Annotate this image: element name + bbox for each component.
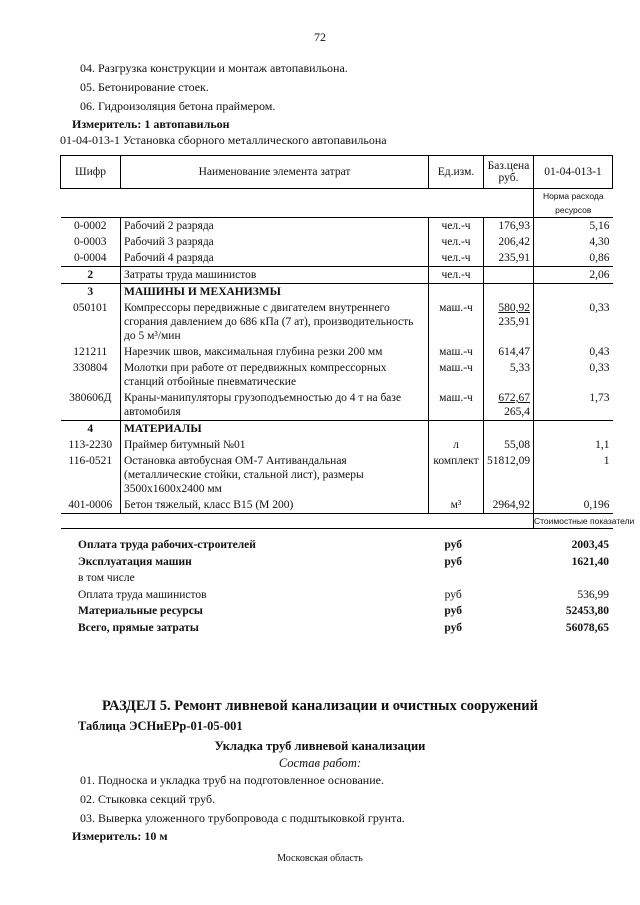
totals-unit: руб	[444, 621, 462, 634]
totals-row	[60, 603, 612, 620]
cell-name: Рабочий 3 разряда	[121, 234, 429, 250]
cell-unit: м³	[429, 497, 484, 514]
totals-value: 56078,65	[565, 621, 609, 634]
cell-norm: 1	[603, 455, 610, 467]
cell-name: Рабочий 2 разряда	[121, 218, 429, 235]
price-value: 176,93	[498, 220, 530, 232]
cost-note: Стоимостные показатели	[534, 514, 613, 529]
sub-title: Укладка труб ливневой канализации	[214, 739, 426, 753]
cell-name: Рабочий 4 разряда	[121, 250, 429, 267]
header-unit: Ед.изм.	[429, 156, 484, 189]
cell-norm: 1,73	[589, 392, 610, 404]
price-value: 5,33	[509, 362, 530, 374]
resource-table	[60, 155, 635, 529]
cell-norm: 0,43	[589, 346, 610, 358]
cell-norm: 2,06	[534, 267, 613, 284]
cell-name: Затраты труда машинистов	[121, 267, 429, 284]
cell-unit	[429, 421, 484, 438]
table-row	[61, 218, 613, 235]
cell-price	[484, 497, 534, 514]
cell-price	[484, 453, 534, 497]
cell-code: 121211	[73, 346, 108, 358]
table-row	[61, 497, 613, 514]
cell-norm: 1,1	[595, 439, 610, 451]
price-value-secondary: 235,91	[498, 316, 530, 328]
cell-price	[484, 234, 534, 250]
totals-unit: руб	[444, 588, 462, 601]
cell-norm: 0,33	[589, 302, 610, 314]
table-row	[61, 250, 613, 267]
intro-line: 04. Разгрузка конструкции и монтаж автопавильона.	[80, 61, 348, 75]
page-number: 72	[314, 30, 326, 44]
cell-name: Праймер битумный №01	[121, 437, 429, 453]
totals-row	[60, 554, 612, 571]
totals-name: Оплата труда рабочих-строителей	[78, 539, 256, 551]
totals-spacer	[481, 554, 535, 571]
cell-unit: чел.-ч	[429, 250, 484, 267]
cell-unit: чел.-ч	[429, 267, 484, 284]
cell-unit: л	[429, 437, 484, 453]
header-norm: 01-04-013-1	[534, 156, 613, 189]
table-row	[61, 453, 613, 497]
table-row	[61, 437, 613, 453]
cell-norm	[534, 284, 613, 301]
header-name: Наименование элемента затрат	[121, 156, 429, 189]
cell-unit	[429, 284, 484, 301]
cell-norm: 0,86	[589, 252, 610, 264]
cell-unit: маш.-ч	[429, 300, 484, 344]
table-row	[61, 344, 613, 360]
price-value: 55,08	[504, 439, 530, 451]
cell-norm: 0,33	[589, 362, 610, 374]
totals-unit: руб	[444, 605, 462, 617]
price-value: 235,91	[498, 252, 530, 264]
price-value: 206,42	[498, 236, 530, 248]
cell-code: 3	[61, 284, 121, 301]
meter-label: Измеритель: 1 автопавильон	[72, 117, 230, 131]
price-value: 614,47	[498, 346, 530, 358]
page-footer: Московская область	[277, 853, 363, 864]
work-line: 02. Стыковка секций труб.	[80, 792, 216, 806]
cell-code: 2	[61, 267, 121, 284]
cell-price	[484, 250, 534, 267]
totals-spacer	[481, 587, 535, 604]
cell-code: 401-0006	[68, 499, 113, 511]
totals-name: Эксплуатация машин	[78, 555, 192, 568]
cell-price	[484, 218, 534, 235]
totals-spacer	[481, 603, 535, 620]
totals-value: 52453,80	[565, 605, 609, 617]
totals-row	[60, 620, 612, 637]
totals-value: 1621,40	[571, 555, 609, 568]
cell-price	[484, 421, 534, 438]
cell-code: 0-0002	[73, 220, 107, 232]
totals-value: 2003,45	[571, 539, 609, 551]
cell-name: МАШИНЫ И МЕХАНИЗМЫ	[121, 284, 429, 301]
cell-price	[484, 300, 534, 344]
cell-code: 113-2230	[68, 439, 113, 451]
cell-name: Нарезчик швов, максимальная глубина резки 200 мм	[121, 344, 429, 360]
cell-code: 330804	[73, 362, 108, 374]
cell-name: Остановка автобусная ОМ-7 Антивандальная (металлические стойки, стальной лист), размеры 3500х1600х2400 мм	[121, 453, 429, 497]
cell-code: 0-0004	[73, 252, 107, 264]
cost-note-row	[61, 514, 613, 529]
totals-name: Всего, прямые затраты	[78, 621, 199, 634]
cell-code: 380606Д	[69, 392, 112, 404]
cell-norm: 0,196	[583, 499, 610, 511]
cell-unit: маш.-ч	[429, 344, 484, 360]
price-value-secondary: 265,4	[504, 406, 530, 418]
totals-row	[60, 570, 612, 587]
work-line: 01. Подноска и укладка труб на подготовленное основание.	[80, 773, 384, 787]
section-title: РАЗДЕЛ 5. Ремонт ливневой канализации и очистных сооружений	[101, 698, 539, 714]
intro-line: 06. Гидроизоляция бетона праймером.	[80, 99, 276, 113]
cell-price	[484, 344, 534, 360]
cell-name: Молотки при работе от передвижных компрессорных станций отбойные пневматические	[121, 360, 429, 390]
totals-table	[60, 537, 612, 636]
header-code: Шифр	[61, 156, 121, 189]
totals-name: Материальные ресурсы	[78, 605, 203, 617]
price-value: 672,67	[498, 392, 530, 404]
table-id: Таблица ЭСНиЕРр-01-05-001	[78, 719, 243, 733]
totals-spacer	[481, 620, 535, 637]
cell-code: 116-0521	[68, 455, 113, 467]
cell-name: Краны-манипуляторы грузоподъемностью до 4 т на базе автомобиля	[121, 390, 429, 421]
table-row	[61, 390, 613, 421]
totals-unit	[425, 570, 482, 587]
norm-note: Норма расхода ресурсов	[534, 189, 613, 218]
table-row	[61, 421, 613, 438]
cell-name: Бетон тяжелый, класс B15 (М 200)	[121, 497, 429, 514]
totals-name: в том числе	[78, 572, 135, 584]
totals-unit: руб	[444, 539, 462, 551]
cell-code: 0-0003	[73, 236, 107, 248]
cell-price	[484, 267, 534, 284]
cell-code: 4	[61, 421, 121, 438]
cell-unit: чел.-ч	[429, 218, 484, 235]
meter-label-2: Измеритель: 10 м	[72, 829, 168, 843]
table-row	[61, 284, 613, 301]
cell-name: МАТЕРИАЛЫ	[121, 421, 429, 438]
table-row	[61, 267, 613, 284]
table-row	[61, 360, 613, 390]
cell-unit: чел.-ч	[429, 234, 484, 250]
totals-row	[60, 537, 612, 554]
cell-price	[484, 390, 534, 421]
work-line: 03. Выверка уложенного трубопровода с подштыковкой грунта.	[80, 811, 405, 825]
table-row	[61, 234, 613, 250]
price-value: 2964,92	[492, 499, 530, 511]
intro-line: 05. Бетонирование стоек.	[80, 80, 209, 94]
cell-unit: маш.-ч	[429, 390, 484, 421]
cell-name: Компрессоры передвижные с двигателем внутреннего сгорания давлением до 686 кПа (7 ат), производительность до 5 м³/мин	[121, 300, 429, 344]
cell-price	[484, 360, 534, 390]
norm-title: 01-04-013-1 Установка сборного металлического автопавильона	[60, 133, 387, 147]
totals-value: 536,99	[577, 588, 609, 601]
totals-name: Оплата труда машинистов	[78, 588, 207, 601]
totals-value	[535, 570, 612, 587]
price-value: 580,92	[498, 302, 530, 314]
price-value: 51812,09	[487, 455, 531, 467]
work-title: Состав работ:	[278, 756, 362, 770]
totals-spacer	[481, 537, 535, 554]
totals-unit: руб	[444, 555, 462, 568]
cell-unit: комплект	[429, 453, 484, 497]
cell-code: 050101	[73, 302, 108, 314]
totals-spacer	[481, 570, 535, 587]
cell-norm: 4,30	[589, 236, 610, 248]
cell-norm: 5,16	[589, 220, 610, 232]
cell-unit: маш.-ч	[429, 360, 484, 390]
cell-norm	[534, 421, 613, 438]
cost-note-spacer	[61, 514, 534, 529]
cell-price	[484, 437, 534, 453]
header-price: Баз.цена руб.	[484, 156, 534, 189]
cell-price	[484, 284, 534, 301]
table-row	[61, 300, 613, 344]
totals-row	[60, 587, 612, 604]
